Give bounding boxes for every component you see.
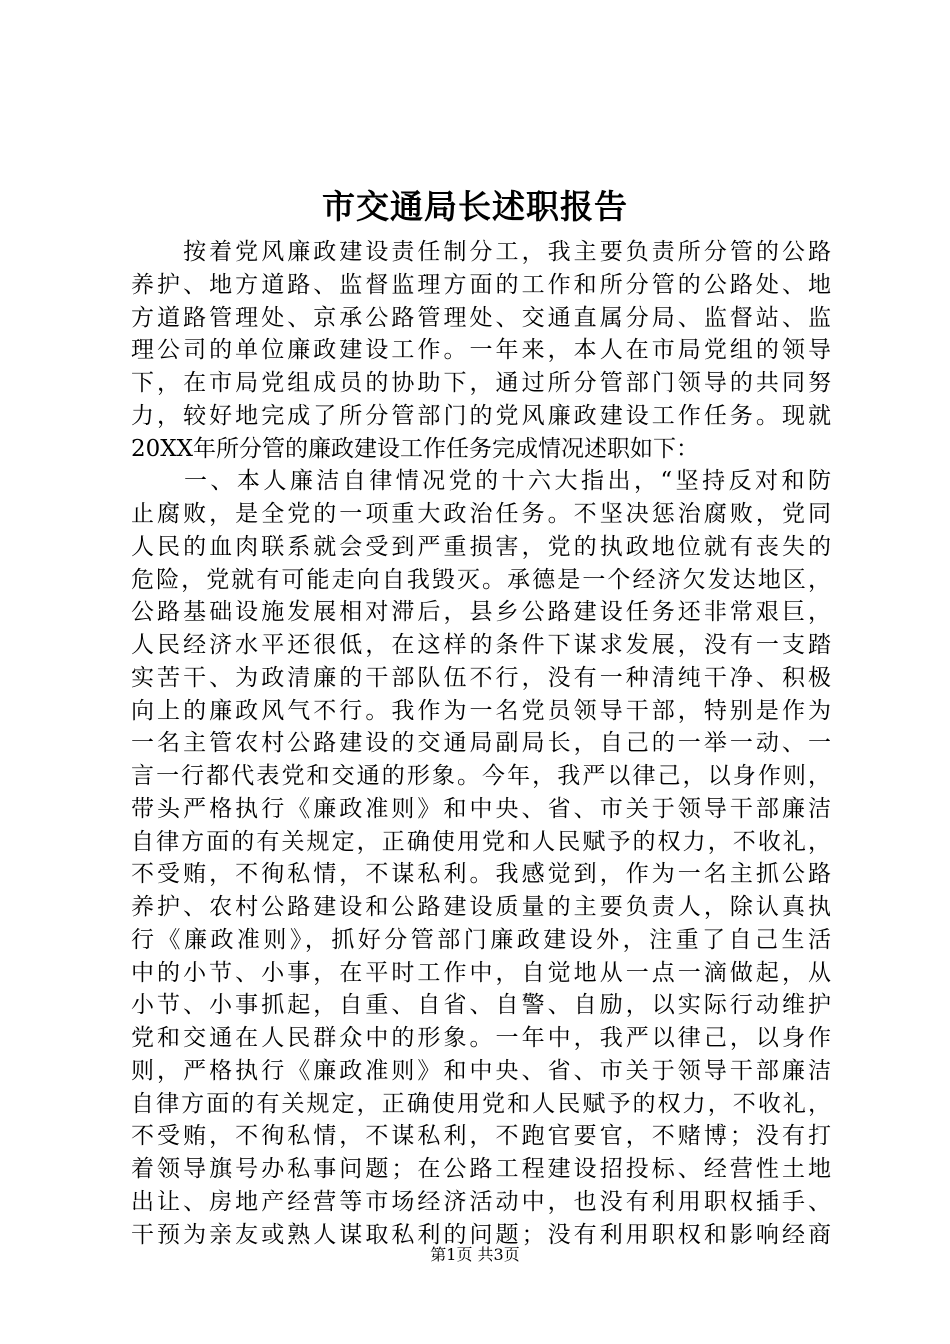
body-line: 人民的血肉联系就会受到严重损害，党的执政地位就有丧失的 <box>131 533 831 560</box>
body-line: 向上的廉政风气不行。我作为一名党员领导干部，特别是作为 <box>131 697 831 724</box>
body-line: 养护、农村公路建设和公路建设质量的主要负责人，除认真执 <box>131 894 831 920</box>
body-line: 着领导旗号办私事问题；在公路工程建设招投标、经营性土地 <box>131 1156 831 1182</box>
body-line: 力，较好地完成了所分管部门的党风廉政建设工作任务。现就 <box>131 402 831 429</box>
document-title: 市交通局长述职报告 <box>322 187 628 226</box>
body-line: 出让、房地产经营等市场经济活动中，也没有利用职权插手、 <box>131 1188 831 1215</box>
body-line: 止腐败，是全党的一项重大政治任务。不坚决惩治腐败，党同 <box>131 501 831 527</box>
body-line: 公路基础设施发展相对滞后，县乡公路建设任务还非常艰巨， <box>131 599 831 626</box>
body-line: 干预为亲友或熟人谋取私利的问题；没有利用职权和影响经商 <box>131 1221 831 1248</box>
document-body <box>131 236 831 1251</box>
body-line: 养护、地方道路、监督监理方面的工作和所分管的公路处、地 <box>131 271 831 298</box>
body-line: 中的小节、小事，在平时工作中，自觉地从一点一滴做起，从 <box>131 959 831 986</box>
body-line: 危险，党就有可能走向自我毁灭。承德是一个经济欠发达地区， <box>131 566 831 593</box>
body-line: 自律方面的有关规定，正确使用党和人民赋予的权力，不收礼， <box>131 1090 831 1117</box>
body-line: 实苦干、为政清廉的干部队伍不行，没有一种清纯干净、积极 <box>131 664 831 691</box>
body-line: 一名主管农村公路建设的交通局副局长，自己的一举一动、一 <box>131 730 831 757</box>
body-line: 下，在市局党组成员的协助下，通过所分管部门领导的共同努 <box>131 370 831 396</box>
body-line: 方道路管理处、京承公路管理处、交通直属分局、监督站、监 <box>131 304 831 331</box>
body-line: 不受贿，不徇私情，不谋私利，不跑官要官，不赌博；没有打 <box>131 1123 831 1150</box>
body-line: 带头严格执行《廉政准则》和中央、省、市关于领导干部廉洁 <box>131 795 831 822</box>
body-line: 理公司的单位廉政建设工作。一年来，本人在市局党组的领导 <box>131 337 831 364</box>
page-footer: 第1页 共3页 <box>430 1245 520 1264</box>
body-line: 不受贿，不徇私情，不谋私利。我感觉到，作为一名主抓公路 <box>131 861 831 888</box>
body-line: 人民经济水平还很低，在这样的条件下谋求发展，没有一支踏 <box>131 632 831 658</box>
body-line: 一、本人廉洁自律情况党的十六大指出，“坚持反对和防 <box>131 468 831 495</box>
body-line: 行《廉政准则》，抓好分管部门廉政建设外，注重了自己生活 <box>131 926 831 953</box>
body-line: 小节、小事抓起，自重、自省、自警、自励，以实际行动维护 <box>131 992 831 1019</box>
body-line: 言一行都代表党和交通的形象。今年，我严以律己，以身作则， <box>131 763 831 789</box>
body-line: 则，严格执行《廉政准则》和中央、省、市关于领导干部廉洁 <box>131 1057 831 1084</box>
body-line: 党和交通在人民群众中的形象。一年中，我严以律己，以身作 <box>131 1025 831 1051</box>
body-line: 20XX年所分管的廉政建设工作任务完成情况述职如下： <box>131 435 700 462</box>
body-line: 按着党风廉政建设责任制分工，我主要负责所分管的公路 <box>131 239 831 265</box>
body-line: 自律方面的有关规定，正确使用党和人民赋予的权力，不收礼， <box>131 828 831 855</box>
